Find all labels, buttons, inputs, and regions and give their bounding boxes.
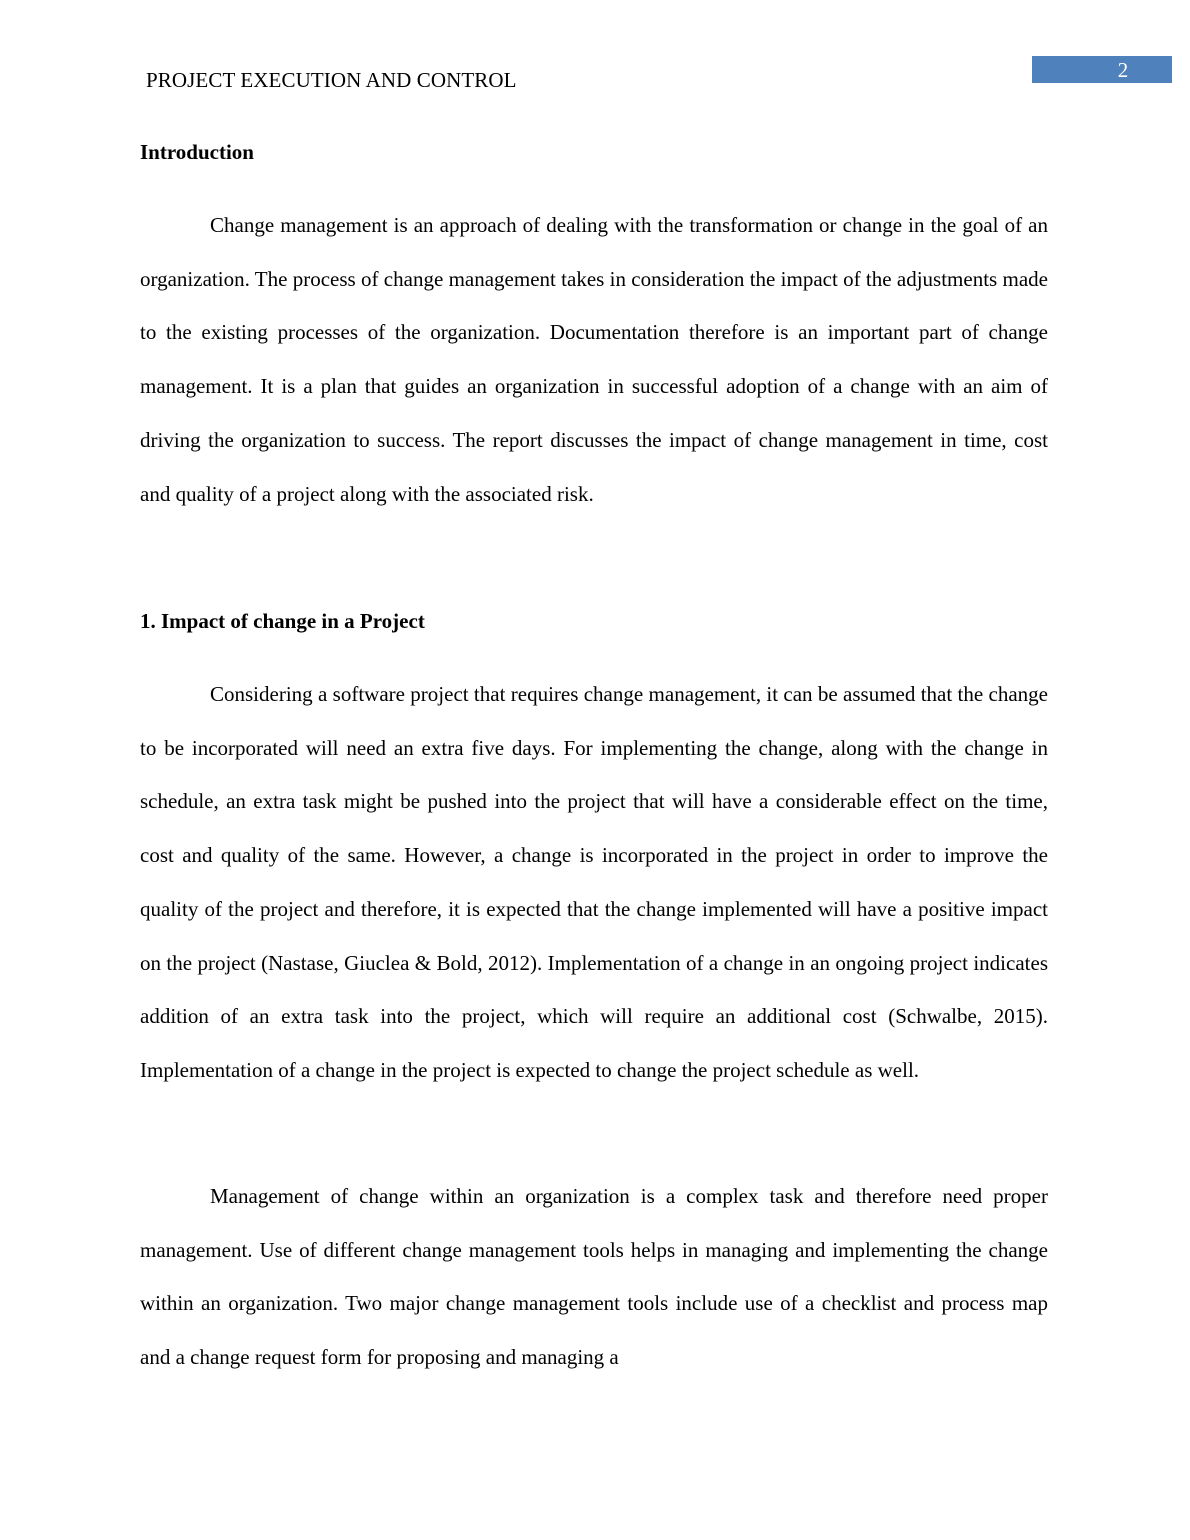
paragraph-impact-2: Management of change within an organization is a complex task and therefore need proper management. Use of different change management tools helps in managing and implementing the change within an organization. Two major change management tools include use of a checklist and process map and a change request form for proposing and managing a [140, 1184, 1048, 1370]
page-number: 2 [1117, 58, 1129, 82]
running-head-title: PROJECT EXECUTION AND CONTROL [146, 68, 517, 92]
section-heading-impact: 1. Impact of change in a Project [140, 609, 425, 633]
paragraph-impact-1: Considering a software project that requires change management, it can be assumed that the change to be incorporated will need an extra five days. For implementing the change, along with the change in schedule, an extra task might be pushed into the project that will have a considerable effect on the time, cost and quality of the same. However, a change is incorporated in the project in order to improve the quality of the project and therefore, it is expected that the change implemented will have a positive impact on the project (Nastase, Giuclea & Bold, 2012). Implementation of a change in an ongoing project indicates addition of an extra task into the project, which will require an additional cost (Schwalbe, 2015). Implementation of a change in the project is expected to change the project schedule as well. [140, 682, 1048, 1082]
paragraph-introduction: Change management is an approach of dealing with the transformation or change in the goal of an organization. The process of change management takes in consideration the impact of the adjustments made to the existing processes of the organization. Documentation therefore is an important part of change management. It is a plan that guides an organization in successful adoption of a change with an aim of driving the organization to success. The report discusses the impact of change management in time, cost and quality of a project along with the associated risk. [140, 213, 1048, 506]
section-heading-introduction: Introduction [140, 140, 254, 164]
